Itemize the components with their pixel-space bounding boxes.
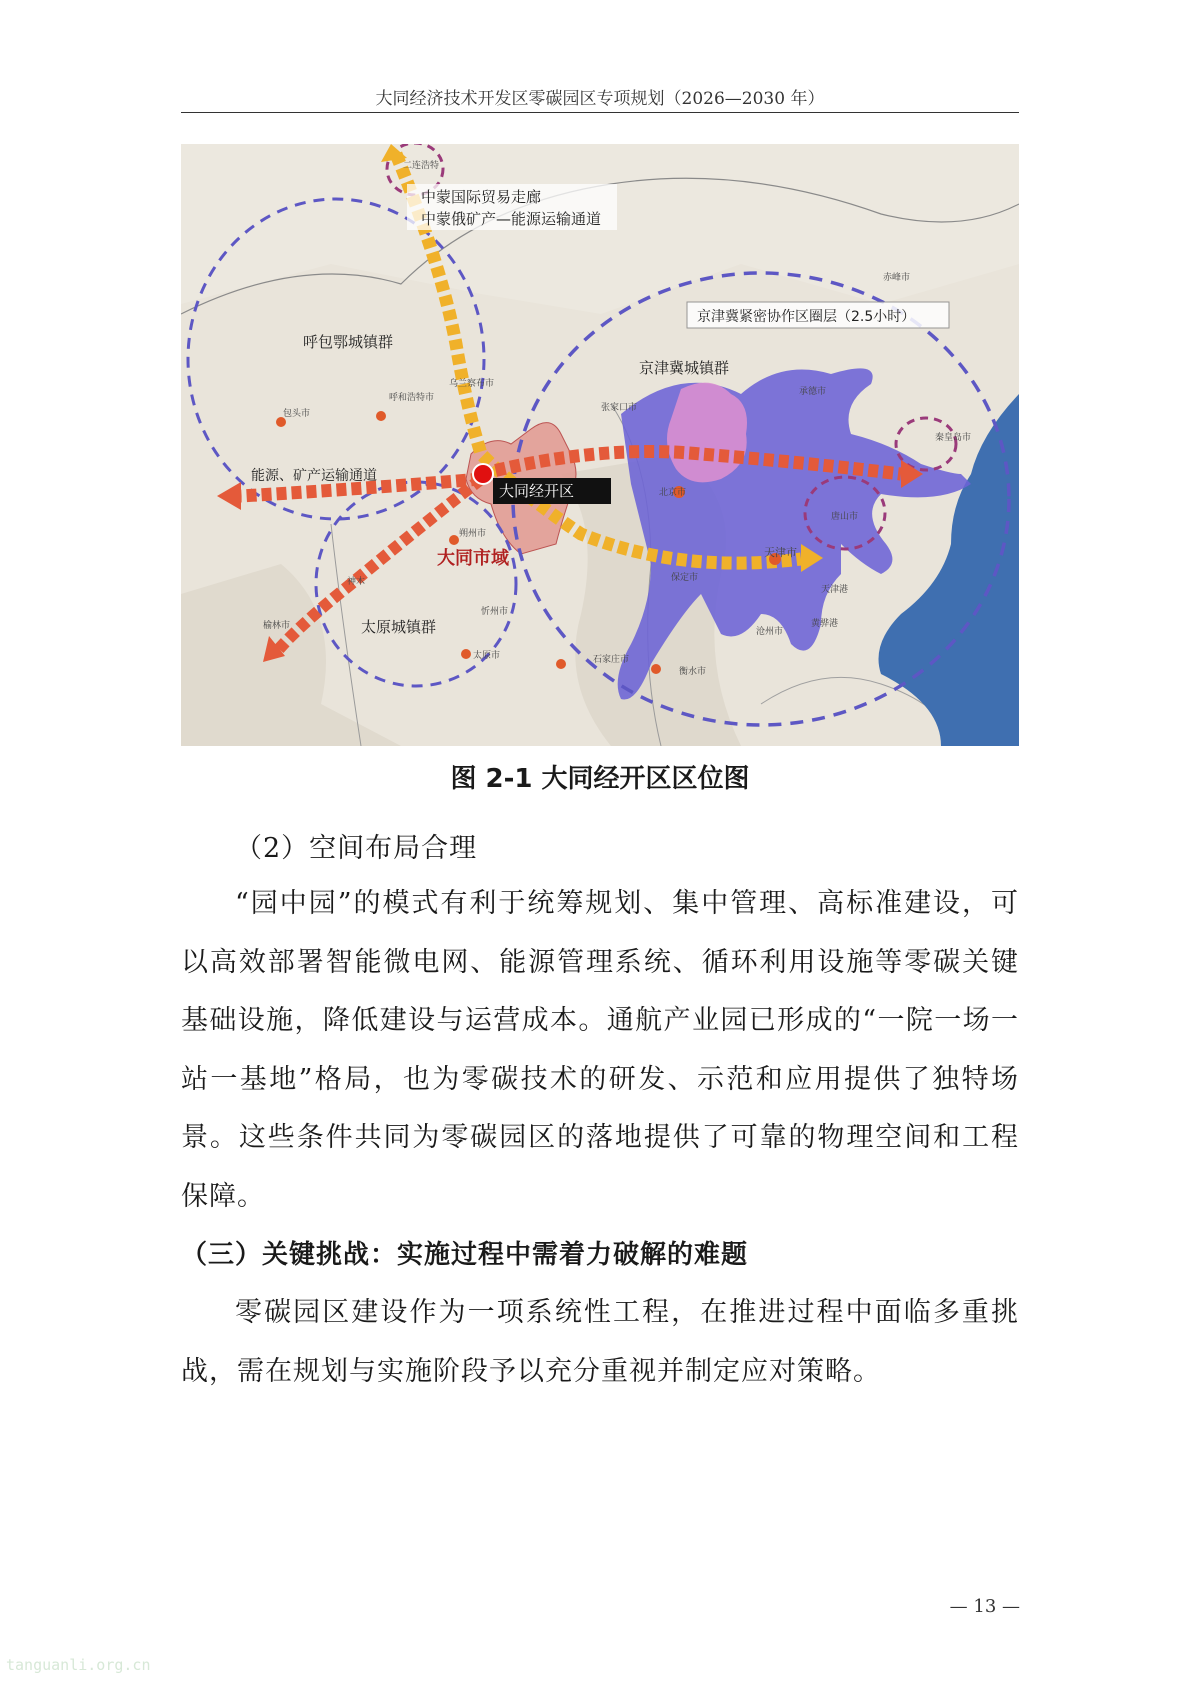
city-chifeng: 赤峰市: [883, 273, 911, 283]
city-qinhuangdao: 秦皇岛市: [935, 433, 972, 443]
city-domain-label: 大同市域: [437, 548, 509, 569]
city-taiyuan: 太原市: [473, 651, 501, 661]
city-tianjin-port: 天津港: [821, 585, 849, 595]
paragraph-1: “园中园”的模式有利于统筹规划、集中管理、高标准建设，可以高效部署智能微电网、能源管理系统、循环利用设施等零碳关键基础设施，降低建设与运营成本。通航产业园已形成的“一院一场一站一基地”格局，也为零碳技术的研发、示范和应用提供了独特场景。这些条件共同为零碳园区的落地提供了可靠的物理空间和工程保障。: [181, 888, 1019, 1212]
city-chengde: 承德市: [799, 387, 827, 397]
energy-channel-label: 能源、矿产运输通道: [251, 468, 377, 484]
city-huanghua: 黄骅港: [811, 619, 839, 629]
paragraph-2: 零碳园区建设作为一项系统性工程，在推进过程中面临多重挑战，需在规划与实施阶段予以充分重视并制定应对策略。: [181, 1297, 1019, 1387]
corridor-label-2: 中蒙俄矿产—能源运输通道: [421, 210, 602, 228]
header-rule: [181, 112, 1019, 113]
city-baotou: 包头市: [283, 409, 311, 419]
city-tangshan: 唐山市: [831, 512, 859, 522]
running-header: 大同经济技术开发区零碳园区专项规划（2026—2030 年）: [375, 89, 825, 109]
dev-zone-label: 大同经开区: [499, 482, 575, 500]
watermark: tanguanli.org.cn: [6, 1656, 151, 1674]
city-beijing: 北京市: [659, 488, 687, 498]
page-number: — 13 —: [949, 1596, 1020, 1617]
city-erlianhaote: 二连浩特: [403, 161, 440, 171]
hubaoe-label: 呼包鄂城镇群: [303, 333, 394, 351]
city-xinzhou: 忻州市: [481, 607, 509, 617]
figure-caption: 图 2-1 大同经开区区位图: [450, 764, 750, 794]
cooperation-zone-label: 京津冀紧密协作区圈层（2.5小时）: [697, 309, 916, 325]
taiyuan-group-label: 太原城镇群: [361, 618, 437, 636]
jingjinji-label: 京津冀城镇群: [639, 359, 730, 377]
city-zhangjiakou: 张家口市: [601, 403, 638, 413]
beijing-area: [667, 383, 747, 483]
city-yulin: 榆林市: [263, 621, 291, 631]
city-wulanchabu: 乌兰察布市: [449, 379, 495, 389]
city-tianjin: 天津市: [764, 546, 797, 559]
sub-heading: （2）空间布局合理: [235, 833, 478, 864]
city-cangzhou: 沧州市: [756, 627, 784, 637]
corridor-label-1: 中蒙国际贸易走廊: [421, 188, 542, 206]
dev-zone-marker: [473, 464, 493, 484]
location-map-figure: [181, 144, 1019, 746]
city-shenmu: 神木: [347, 577, 366, 587]
city-hohhot: 呼和浩特市: [389, 393, 435, 403]
city-shuozhou: 朔州市: [459, 529, 487, 539]
section-heading: （三）关键挑战：实施过程中需着力破解的难题: [181, 1240, 749, 1270]
city-baoding: 保定市: [671, 573, 699, 583]
city-shijiazhuang: 石家庄市: [593, 655, 630, 665]
city-hengshui: 衡水市: [679, 667, 707, 677]
